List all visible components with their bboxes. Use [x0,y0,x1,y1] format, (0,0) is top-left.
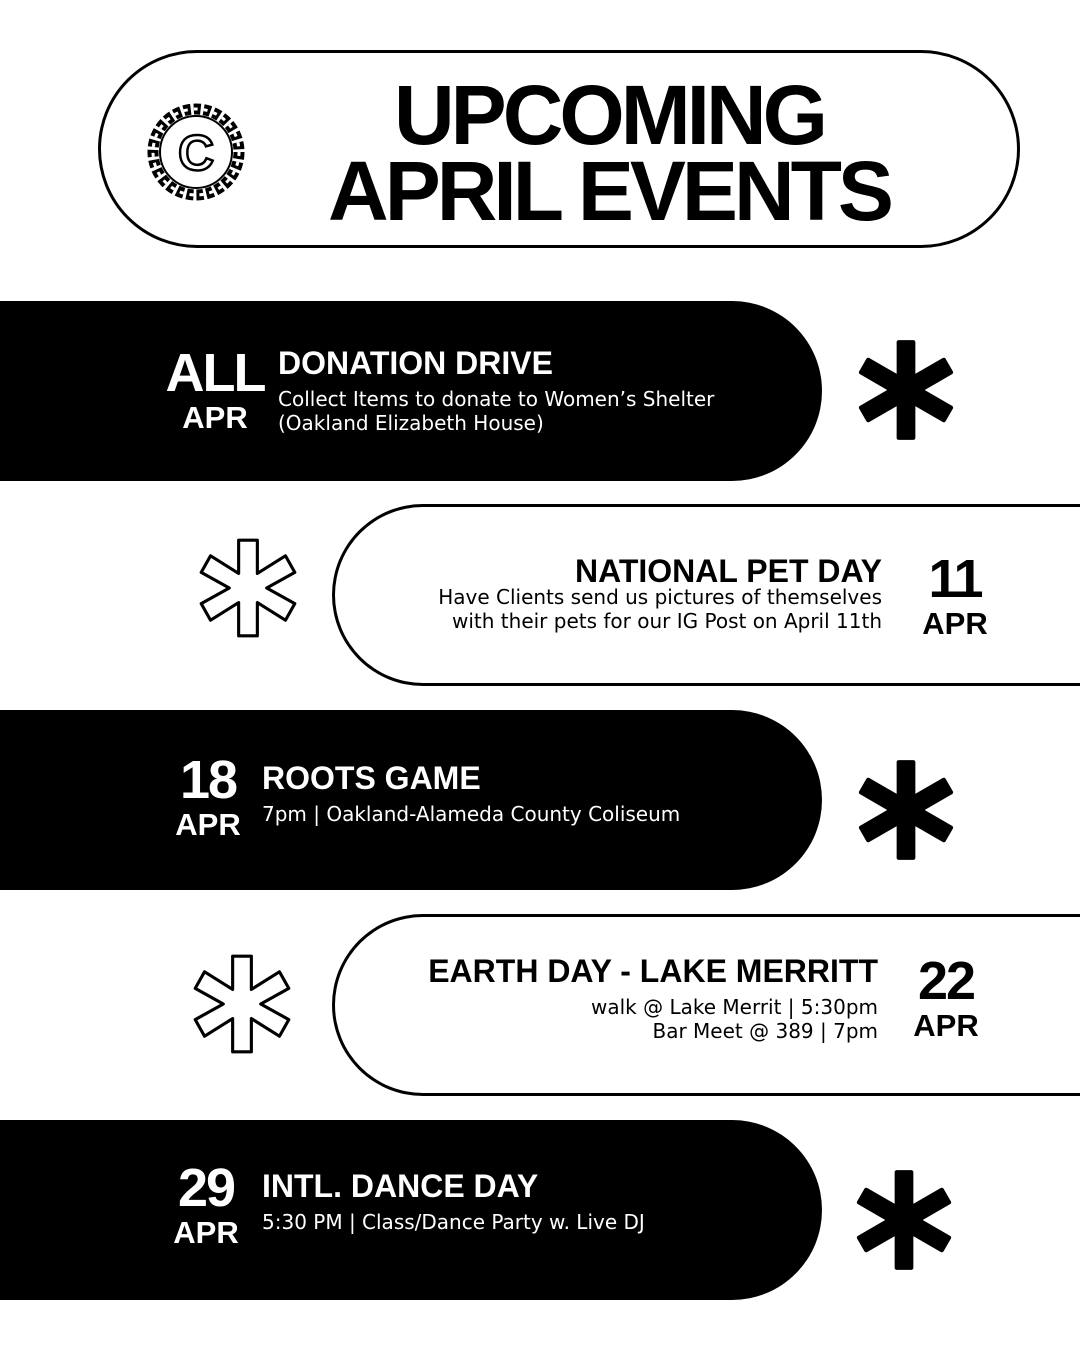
event-month: APR [182,400,248,435]
asterisk-filled-icon [854,338,958,442]
event-name: INTL. DANCE DAY [262,1168,539,1204]
event-description: 5:30 PM | Class/Dance Party w. Live DJ [262,1210,645,1234]
event-day: 22 [917,951,975,1011]
event-month: APR [922,606,988,641]
event-description: 7pm | Oakland-Alameda County Coliseum [262,802,681,826]
event-name: ROOTS GAME [262,760,481,796]
event-date [160,1160,252,1250]
event-day: ALL [165,343,265,403]
event-date [910,551,1000,641]
event-date [165,345,265,435]
event-day: 29 [177,1158,235,1218]
asterisk-filled-icon [852,1168,956,1272]
asterisk-filled-icon [854,758,958,862]
event-description: walk @ Lake Merrit | 5:30pm Bar Meet @ 389 | 7pm [591,995,878,1043]
event-date [163,752,253,842]
event-month: APR [175,807,241,842]
header-banner [98,50,1020,248]
event-details [262,1168,645,1234]
event-band-national-pet-day [332,504,1080,686]
event-day: 18 [179,750,237,810]
chain-ring-logo-icon [143,99,249,205]
event-date [901,953,991,1043]
event-name: DONATION DRIVE [278,345,553,381]
event-details [278,345,714,435]
event-details [338,953,878,1043]
event-band-intl-dance-day [0,1120,822,1300]
event-description: Have Clients send us pictures of themselves with their pets for our IG Post on April 11th [438,585,882,633]
logo-letter: C [177,125,215,181]
event-band-earth-day [332,914,1080,1096]
event-name: NATIONAL PET DAY [575,553,882,589]
event-month: APR [913,1008,979,1043]
asterisk-outline-icon [196,536,300,640]
event-details [262,760,680,826]
event-band-donation-drive [0,301,822,481]
event-name: EARTH DAY - LAKE MERRITT [428,953,878,989]
event-details [362,553,882,633]
event-band-roots-game [0,710,822,890]
event-description: Collect Items to donate to Women’s Shelter (Oakland Elizabeth House) [278,387,715,435]
event-day: 11 [928,549,982,609]
page-title: UPCOMING APRIL EVENTS [328,68,890,238]
asterisk-outline-icon [190,952,294,1056]
event-month: APR [173,1215,239,1250]
